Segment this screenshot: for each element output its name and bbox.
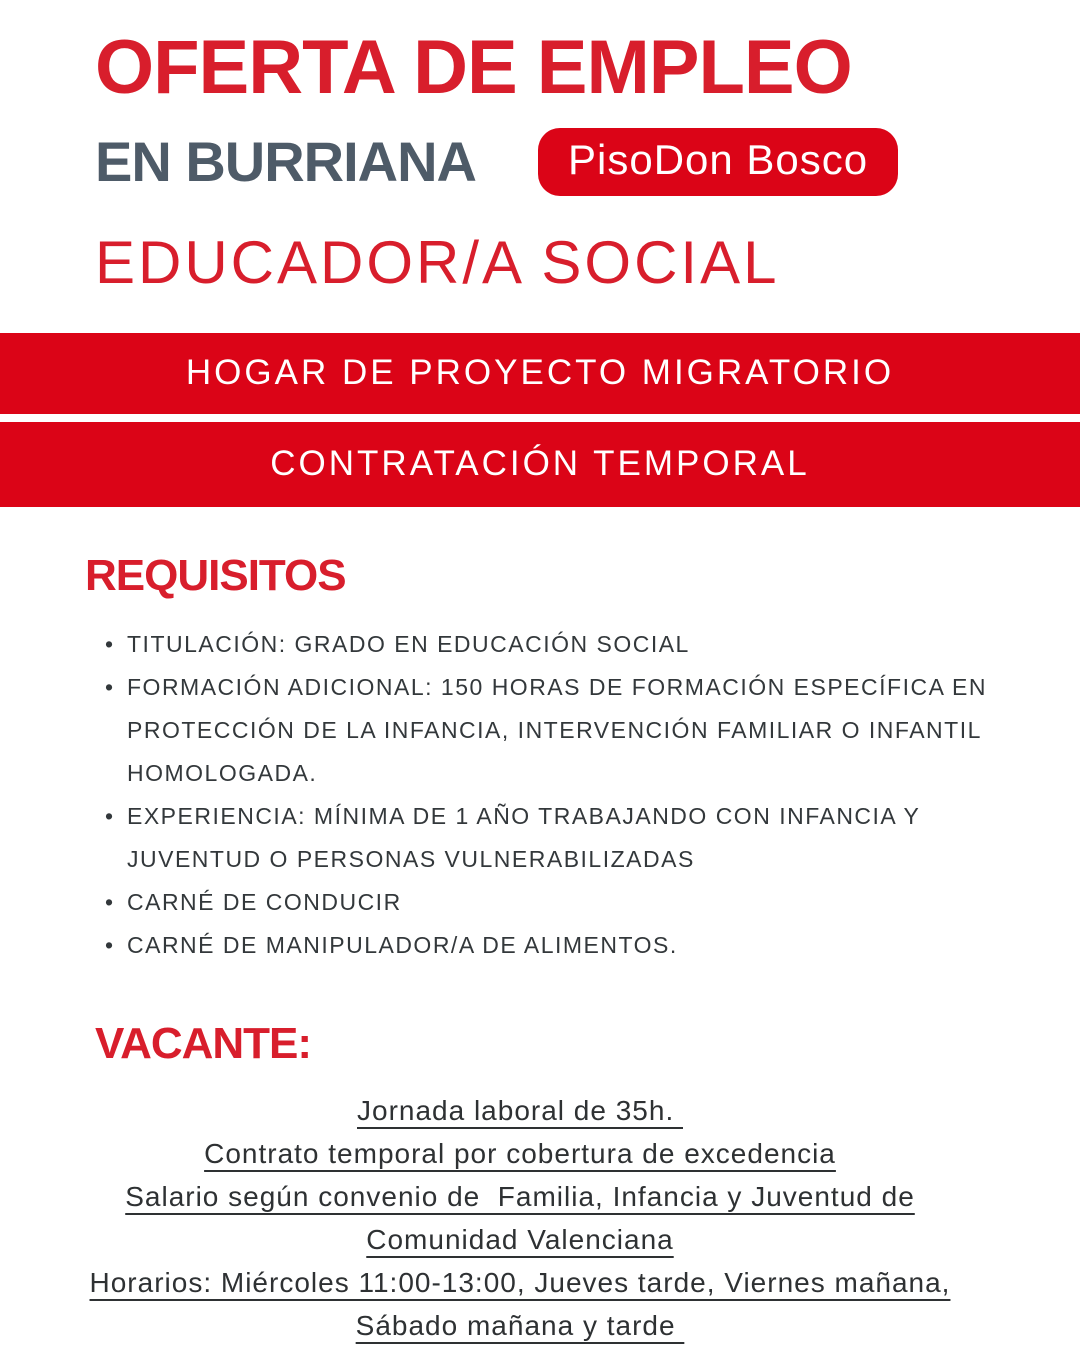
requirement-item — [105, 666, 1015, 795]
vacancy-detail-line: Sábado mañana y tarde — [355, 1309, 685, 1341]
vacancy-detail-line: Salario según convenio de Familia, Infancia y Juventud de — [125, 1180, 915, 1212]
vacancy-details — [0, 1089, 1040, 1347]
requirements-list — [85, 623, 1015, 967]
requirement-text: FORMACIÓN ADICIONAL: 150 HORAS DE FORMACIÓN ESPECÍFICA EN PROTECCIÓN DE LA INFANCIA, INTERVENCIÓN FAMILIAR O INFANTIL HOMOLOGADA. — [127, 673, 987, 786]
requirement-text: CARNÉ DE CONDUCIR — [127, 888, 402, 915]
requirement-text: EXPERIENCIA: MÍNIMA DE 1 AÑO TRABAJANDO CON INFANCIA Y JUVENTUD O PERSONAS VULNERABILIZADAS — [127, 802, 920, 872]
vacancy-detail-line: Comunidad Valenciana — [366, 1223, 674, 1255]
requirement-item — [105, 881, 1015, 924]
requirement-item — [105, 623, 1015, 666]
requirements-heading: REQUISITOS — [85, 550, 346, 600]
banner-stack — [0, 333, 1080, 507]
organization-badge: PisoDon Bosco — [538, 128, 898, 196]
vacancy-heading: VACANTE: — [95, 1018, 312, 1068]
poster-header — [0, 0, 1080, 297]
vacancy-detail-line: Horarios: Miércoles 11:00-13:00, Jueves tarde, Viernes mañana, — [89, 1266, 951, 1298]
requirement-text: CARNÉ DE MANIPULADOR/A DE ALIMENTOS. — [127, 931, 678, 958]
banner-contract-type: CONTRATACIÓN TEMPORAL — [0, 422, 1080, 507]
banner-project-home: HOGAR DE PROYECTO MIGRATORIO — [0, 333, 1080, 414]
poster-title: OFERTA DE EMPLEO — [95, 25, 852, 110]
job-role-title: EDUCADOR/A SOCIAL — [95, 228, 780, 296]
bullet-dot-icon: • — [105, 931, 115, 958]
bullet-dot-icon: • — [105, 673, 115, 700]
bullet-dot-icon: • — [105, 630, 115, 657]
requirement-item — [105, 795, 1015, 881]
poster-subtitle: EN BURRIANA — [95, 130, 476, 194]
bullet-dot-icon: • — [105, 888, 115, 915]
requirement-text: TITULACIÓN: GRADO EN EDUCACIÓN SOCIAL — [127, 630, 690, 657]
bullet-dot-icon: • — [105, 802, 115, 829]
vacancy-section — [0, 1019, 1080, 1347]
requirements-section — [0, 551, 1080, 967]
vacancy-detail-line: Jornada laboral de 35h. — [357, 1094, 683, 1126]
requirement-item — [105, 924, 1015, 967]
subtitle-row — [95, 128, 1040, 196]
vacancy-detail-line: Contrato temporal por cobertura de excedencia — [204, 1137, 836, 1169]
